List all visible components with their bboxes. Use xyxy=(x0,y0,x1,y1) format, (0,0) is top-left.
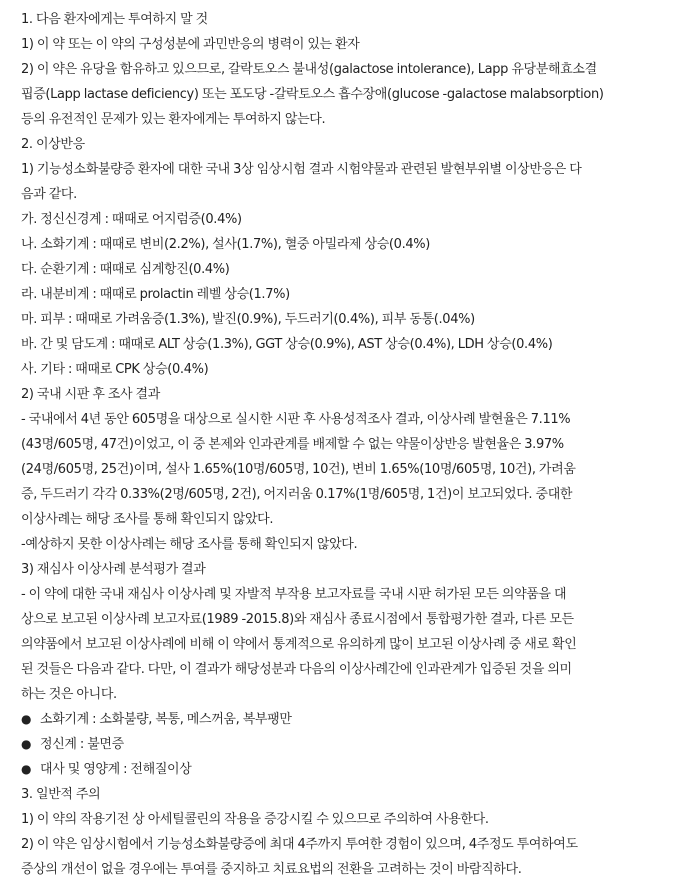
bullet-text: 정신계 : 불면증 xyxy=(40,737,124,752)
text-line: 된 것들은 다음과 같다. 다만, 이 결과가 해당성분과 다음의 이상사례간에 인과관계가 입증된 것을 의미 xyxy=(21,662,572,677)
text-line: 상으로 보고된 이상사례 보고자료(1989 -2015.8)와 재심사 종료시점에서 통합평가한 결과, 다른 모든 xyxy=(21,612,574,627)
text-line: -예상하지 못한 이상사례는 해당 조사를 통해 확인되지 않았다. xyxy=(21,537,358,552)
section-heading-contraindications: 1. 다음 환자에게는 투여하지 말 것 xyxy=(21,12,208,27)
text-line: 2) 이 약은 임상시험에서 기능성소화불량증에 최대 4주까지 투여한 경험이 있으며, 4주정도 투여하여도 xyxy=(21,837,578,852)
bullet-text: 소화기계 : 소화불량, 복통, 메스꺼움, 복부팽만 xyxy=(40,712,292,727)
text-line: 핍증(Lapp lactase deficiency) 또는 포도당 -갈락토오스 흡수장애(glucose -galactose malabsorption) xyxy=(21,87,604,102)
text-line: 하는 것은 아니다. xyxy=(21,687,117,702)
text-line: 2) 이 약은 유당을 함유하고 있으므로, 갈락토오스 불내성(galactose intolerance), Lapp 유당분해효소결 xyxy=(21,62,597,77)
subsection-heading: 3) 재심사 이상사례 분석평가 결과 xyxy=(21,562,206,577)
text-line: 의약품에서 보고된 이상사례에 비해 이 약에서 통계적으로 유의하게 많이 보고된 이상사례 중 새로 확인 xyxy=(21,637,577,652)
bullet-item xyxy=(21,732,681,757)
text-line: 증, 두드러기 각각 0.33%(2명/605명, 2건), 어지러움 0.17%(1명/605명, 1건)이 보고되었다. 중대한 xyxy=(21,487,573,502)
adverse-reaction-item: 라. 내분비계 : 때때로 prolactin 레벨 상승(1.7%) xyxy=(21,287,290,302)
adverse-reaction-item: 가. 정신신경계 : 때때로 어지럼증(0.4%) xyxy=(21,212,242,227)
bullet-icon: ● xyxy=(21,737,32,751)
text-line: 1) 기능성소화불량증 환자에 대한 국내 3상 임상시험 결과 시험약물과 관련된 발현부위별 이상반응은 다 xyxy=(21,162,582,177)
text-line: 1) 이 약 또는 이 약의 구성성분에 과민반응의 병력이 있는 환자 xyxy=(21,37,360,52)
bullet-item xyxy=(21,757,681,782)
text-line: 1) 이 약의 작용기전 상 아세틸콜린의 작용을 증강시킬 수 있으므로 주의하여 사용한다. xyxy=(21,812,489,827)
text-line: - 이 약에 대한 국내 재심사 이상사례 및 자발적 부작용 보고자료를 국내 시판 허가된 모든 의약품을 대 xyxy=(21,587,567,602)
bullet-text: 대사 및 영양계 : 전해질이상 xyxy=(40,762,192,777)
bullet-icon: ● xyxy=(21,712,32,726)
section-heading-general-precautions: 3. 일반적 주의 xyxy=(21,787,101,802)
section-heading-adverse-reactions: 2. 이상반응 xyxy=(21,137,85,152)
text-line: - 국내에서 4년 동안 605명을 대상으로 실시한 시판 후 사용성적조사 결과, 이상사례 발현율은 7.11% xyxy=(21,412,571,427)
text-line: (24명/605명, 25건)이며, 설사 1.65%(10명/605명, 10건), 변비 1.65%(10명/605명, 10건), 가려움 xyxy=(21,462,576,477)
bullet-item xyxy=(21,707,681,732)
adverse-reaction-item: 나. 소화기계 : 때때로 변비(2.2%), 설사(1.7%), 혈중 아밀라제 상승(0.4%) xyxy=(21,237,431,252)
subsection-heading: 2) 국내 시판 후 조사 결과 xyxy=(21,387,160,402)
adverse-reaction-item: 사. 기타 : 때때로 CPK 상승(0.4%) xyxy=(21,362,209,377)
text-line: 음과 같다. xyxy=(21,187,77,202)
text-line: 등의 유전적인 문제가 있는 환자에게는 투여하지 않는다. xyxy=(21,112,326,127)
text-line: 증상의 개선이 없을 경우에는 투여를 중지하고 치료요법의 전환을 고려하는 것이 바람직하다. xyxy=(21,862,522,877)
adverse-reaction-item: 다. 순환기계 : 때때로 심계항진(0.4%) xyxy=(21,262,230,277)
text-line: 이상사례는 해당 조사를 통해 확인되지 않았다. xyxy=(21,512,274,527)
adverse-reaction-item: 바. 간 및 담도계 : 때때로 ALT 상승(1.3%), GGT 상승(0.9%), AST 상승(0.4%), LDH 상승(0.4%) xyxy=(21,337,553,352)
text-line: (43명/605명, 47건)이었고, 이 중 본제와 인과관계를 배제할 수 없는 약물이상반응 발현율은 3.97% xyxy=(21,437,564,452)
adverse-reaction-item: 마. 피부 : 때때로 가려움증(1.3%), 발진(0.9%), 두드러기(0.4%), 피부 동통(.04%) xyxy=(21,312,475,327)
bullet-icon: ● xyxy=(21,762,32,776)
